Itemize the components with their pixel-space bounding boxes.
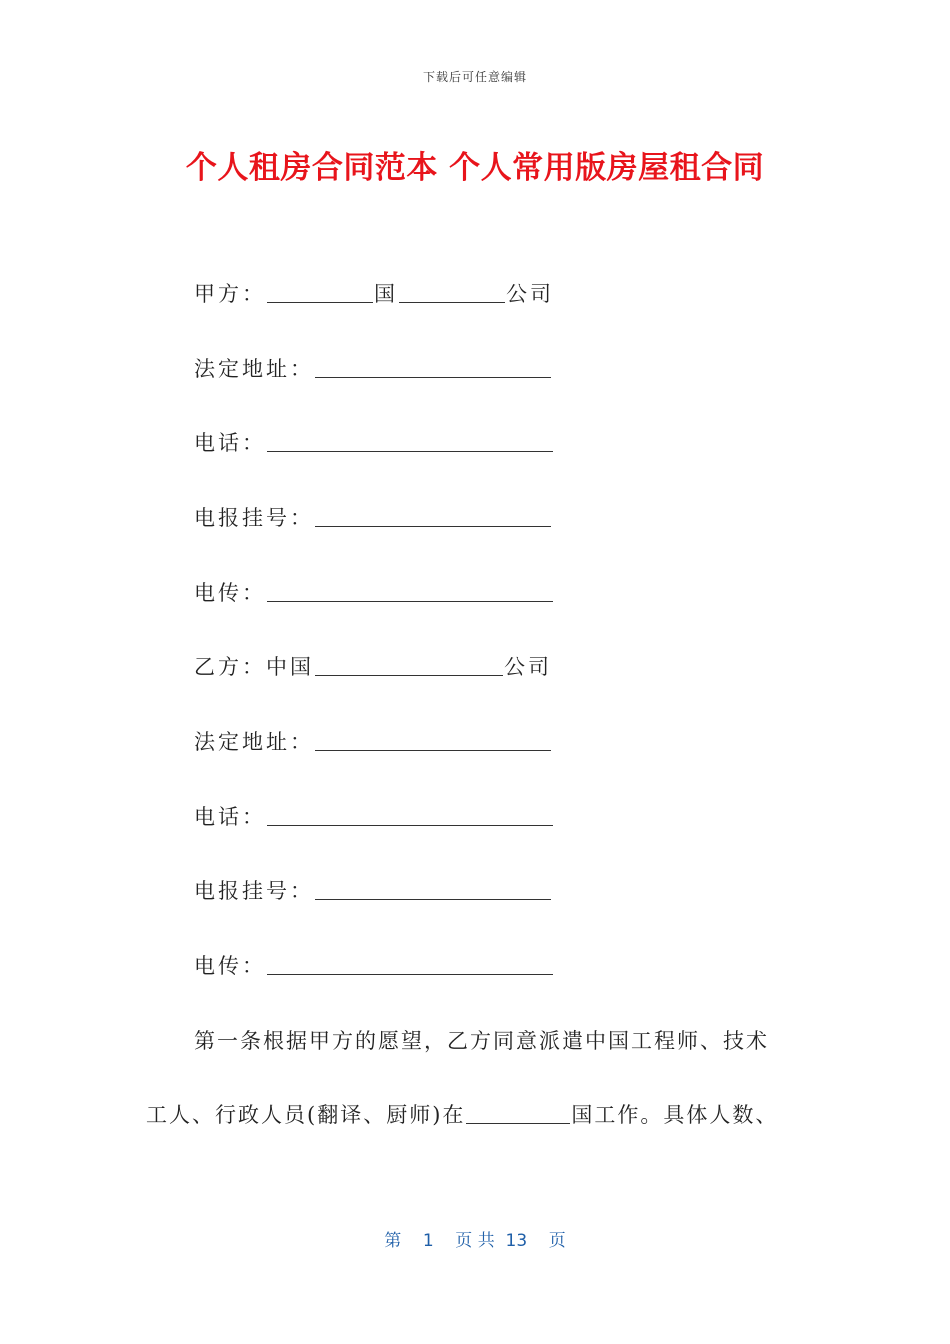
party-b-address-blank[interactable]	[315, 730, 551, 751]
page-footer	[0, 1226, 950, 1251]
party-b-address-line	[194, 727, 552, 757]
party-b-fax-line	[194, 951, 554, 981]
footer-page-prefix: 第	[384, 1231, 402, 1251]
party-a-country-blank[interactable]	[267, 282, 373, 303]
article1-line2	[146, 1100, 778, 1130]
party-a-line	[194, 279, 554, 309]
party-b-fax-label: 电传：	[194, 954, 266, 978]
article1-country-blank[interactable]	[466, 1103, 570, 1124]
party-a-telegraph-blank[interactable]	[315, 506, 551, 527]
party-a-telegraph-label: 电报挂号：	[194, 506, 314, 530]
party-a-company-blank[interactable]	[399, 282, 505, 303]
party-a-company-suffix: 公司	[506, 282, 554, 306]
party-a-phone-blank[interactable]	[267, 431, 553, 452]
party-b-phone-blank[interactable]	[267, 805, 553, 826]
header-note: 下载后可任意编辑	[422, 70, 527, 84]
party-b-phone-label: 电话：	[194, 805, 266, 829]
party-a-fax-line	[194, 578, 554, 608]
article1-line1: 第一条根据甲方的愿望，乙方同意派遣中国工程师、技术	[194, 1029, 769, 1053]
party-a-address-blank[interactable]	[315, 357, 551, 378]
party-b-address-label: 法定地址：	[194, 730, 314, 754]
footer-page-middle: 页 共	[455, 1231, 495, 1251]
party-a-phone-line	[194, 428, 554, 458]
document-title: 个人租房合同范本 个人常用版房屋租合同	[185, 150, 765, 186]
party-a-country-suffix: 国	[374, 282, 398, 306]
party-b-telegraph-line	[194, 876, 552, 906]
party-b-telegraph-blank[interactable]	[315, 879, 551, 900]
party-a-telegraph-line	[194, 503, 552, 533]
party-b-telegraph-label: 电报挂号：	[194, 879, 314, 903]
party-a-fax-label: 电传：	[194, 581, 266, 605]
party-a-address-line	[194, 354, 552, 384]
footer-page-suffix: 页	[548, 1231, 566, 1251]
party-b-company-suffix: 公司	[504, 655, 552, 679]
party-a-phone-label: 电话：	[194, 431, 266, 455]
party-a-fax-blank[interactable]	[267, 581, 553, 602]
party-a-address-label: 法定地址：	[194, 357, 314, 381]
footer-page-number: 1	[422, 1231, 434, 1251]
party-b-line	[194, 652, 552, 682]
party-b-label: 乙方：中国	[194, 655, 314, 679]
footer-total-pages: 13	[505, 1231, 528, 1251]
party-a-label: 甲方：	[194, 282, 266, 306]
article1-line2-before: 工人、行政人员(翻译、厨师)在	[146, 1103, 466, 1127]
party-b-fax-blank[interactable]	[267, 954, 553, 975]
party-b-phone-line	[194, 802, 554, 832]
article1-line2-after: 国工作。具体人数、	[571, 1103, 779, 1127]
party-b-company-blank[interactable]	[315, 655, 503, 676]
